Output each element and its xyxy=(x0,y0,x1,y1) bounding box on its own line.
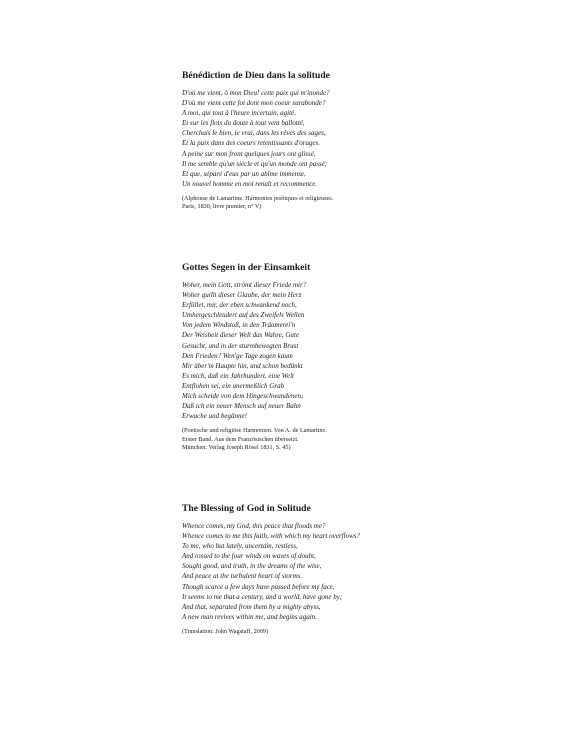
poem-french xyxy=(182,88,552,189)
poem-line: Un nouvel homme en moi renaît et recommence. xyxy=(182,179,318,188)
poem-line: Whence comes, my God, this peace that floods me? xyxy=(182,522,326,530)
poem-line: Umhergeschleudert auf des Zweifels Wellen xyxy=(182,311,305,320)
poem-line: It seems to me that a century, and a world, have gone by; xyxy=(182,592,343,601)
poem-line: Though scarce a few days have passed before my face, xyxy=(182,582,335,591)
source-line: Paris, 1830, livre premier, n° V) xyxy=(182,203,262,211)
source-citation-french xyxy=(182,195,552,212)
section-french xyxy=(182,70,552,212)
poem-line: Et que, séparé d'eux par un abîme immense, xyxy=(182,169,306,178)
poem-line: Woher, mein Gott, strömt dieser Friede mir? xyxy=(182,281,307,289)
poem-line: And that, separated from them by a mighty abyss, xyxy=(182,602,321,611)
poem-line: Daß ich ein neuer Mensch auf neuer Bahn xyxy=(182,402,301,411)
poem-line: Erwache und begänne! xyxy=(182,412,247,421)
poem-line: Entflohen sei, ein unermeßlich Grab xyxy=(182,381,285,390)
poem-english xyxy=(182,521,552,622)
source-line: (Poetische und religiöse Harmonien. Von A. de Lamartine. xyxy=(182,427,327,435)
poem-line: Es mich, daß ein Jahrhundert, eine Welt xyxy=(182,371,294,380)
section-german xyxy=(182,262,552,453)
poem-line: Cherchais le bien, le vrai, dans les rêves des sages, xyxy=(182,129,326,138)
poem-german xyxy=(182,280,552,421)
poem-line: D'où me vient cette foi dont mon coeur surabonde? xyxy=(182,99,326,108)
source-citation-english xyxy=(182,628,552,636)
section-title-german: Gottes Segen in der Einsamkeit xyxy=(182,262,311,273)
poem-line: A new man revives within me, and begins again. xyxy=(182,612,317,621)
source-line: (Alphonse de Lamartine. Harmonies poétiques et religieuses. xyxy=(182,194,334,202)
poem-line: A peine sur mon front quelques jours ont glissé, xyxy=(182,149,316,158)
section-english xyxy=(182,503,552,636)
poem-line: And peace at the turbulent heart of storms. xyxy=(182,572,303,581)
poem-line: Et la paix dans des coeurs retentissants d'orages. xyxy=(182,139,321,148)
poem-line: Der Weisheit dieser Welt das Wahre, Gute xyxy=(182,331,299,340)
poem-line: Gesucht, und in der sturmbewegten Brust xyxy=(182,341,299,350)
poem-line: Mich scheide von dem Hingeschwundenen; xyxy=(182,392,304,401)
poem-line: D'où me vient, ô mon Dieu! cette paix qui m'inonde? xyxy=(182,89,330,97)
poem-line: To me, who but lately, uncertain, restless, xyxy=(182,542,298,551)
poem-line: A moi, qui tout à l'heure incertain, agité, xyxy=(182,109,296,118)
section-title-english: The Blessing of God in Solitude xyxy=(182,503,311,514)
source-citation-german xyxy=(182,427,552,452)
poem-line: Erfüllet, mir, der eben schwankend noch, xyxy=(182,301,297,310)
section-title-french: Bénédiction de Dieu dans la solitude xyxy=(182,70,330,81)
poem-line: Whence comes to me this faith, with which my heart overflows? xyxy=(182,532,360,541)
poem-line: Den Frieden? Wen'ge Tage zogen kaum xyxy=(182,351,293,360)
poem-line: Il me semble qu'un siècle et qu'un monde ont passé; xyxy=(182,159,328,168)
poem-line: Et sur les flots du doute à tout vent ballotté, xyxy=(182,119,305,128)
poem-line: Woher quillt dieser Glaube, der mein Herz xyxy=(182,291,302,300)
poem-line: Von jedem Windstoß, in den Träumerei'n xyxy=(182,321,296,330)
poem-line: And tossed to the four winds on waves of doubt, xyxy=(182,552,316,561)
source-line: München: Verlag Joseph Rösel 1831, S. 45) xyxy=(182,444,291,452)
poem-line: Sought good, and truth, in the dreams of the wise, xyxy=(182,562,322,571)
poem-line: Mir über'm Haupte hin, und schon bedünkt xyxy=(182,361,303,370)
source-line: Erster Band. Aus dem Französischen übersetzt. xyxy=(182,435,299,443)
source-line: (Translation: John Wagstaff, 2009) xyxy=(182,627,269,635)
